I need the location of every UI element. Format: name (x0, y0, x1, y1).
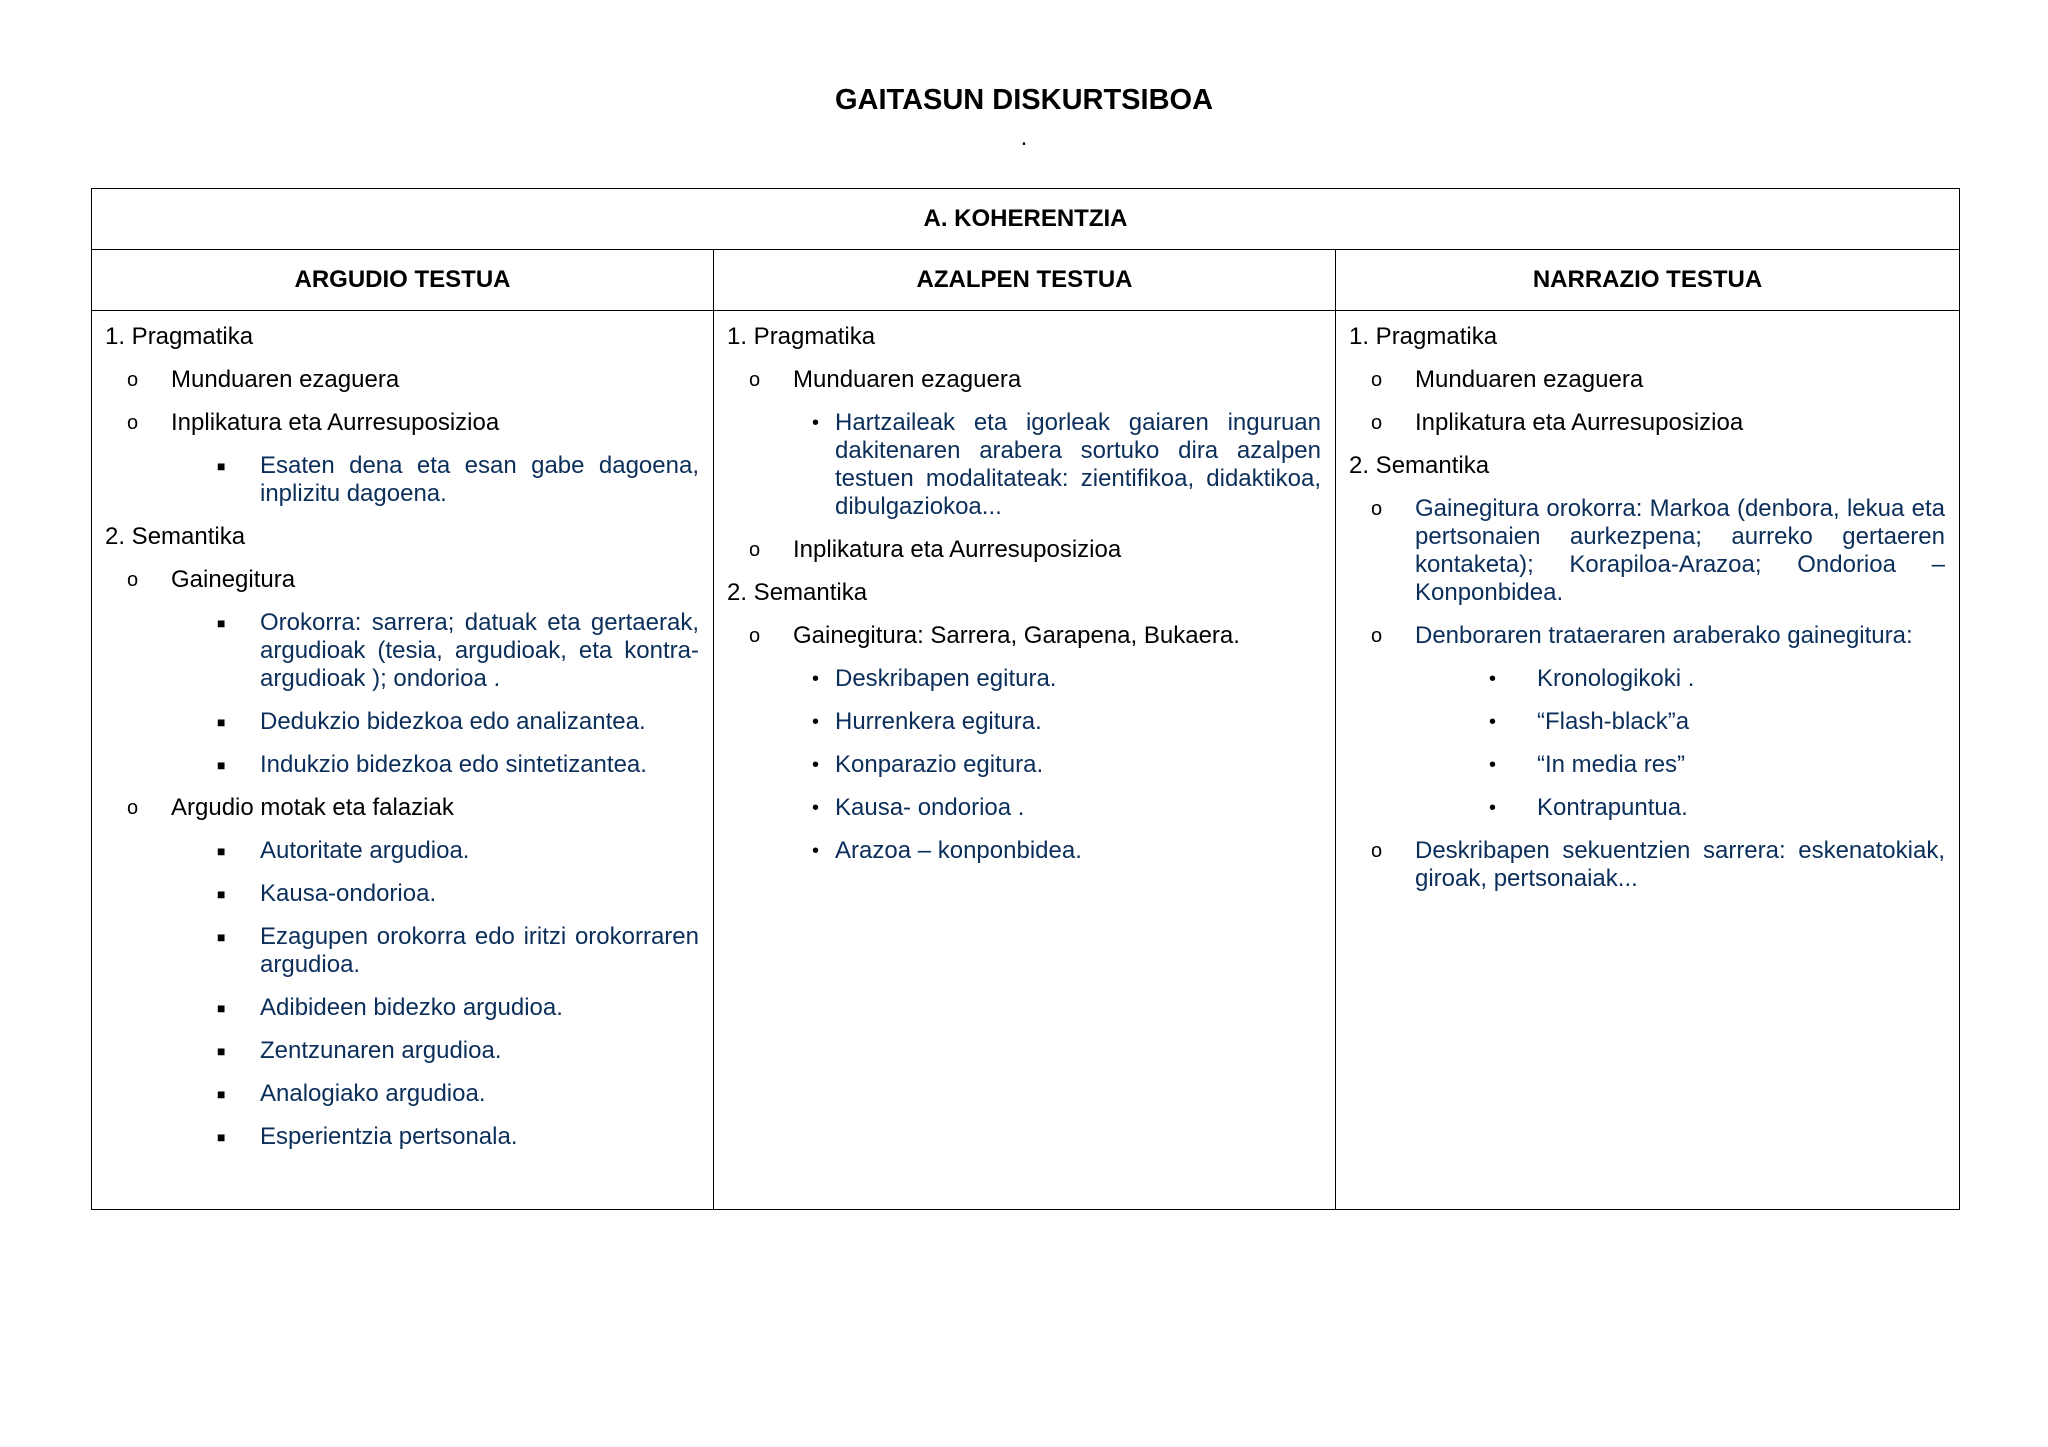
outline-subitem (105, 366, 699, 394)
square-bullet-icon: ■ (217, 1086, 226, 1102)
dot-bullet-icon: • (812, 711, 820, 733)
circle-bullet-icon: o (1371, 412, 1383, 434)
item-text: Kausa-ondorioa. (260, 880, 437, 907)
column-content (1336, 311, 1959, 893)
circle-bullet-icon: o (749, 539, 761, 561)
column-header-narrazio: NARRAZIO TESTUA (1336, 250, 1960, 311)
column-content (92, 311, 713, 1151)
circle-bullet-icon: o (127, 412, 139, 434)
outline-bullet-item (105, 751, 699, 779)
outline-bullet-item (105, 452, 699, 508)
item-text: Orokorra: sarrera; datuak eta gertaerak, argudioak (tesia, argudioak, eta kontra-argudioak ); ondorioa . (260, 609, 699, 692)
item-text: Munduaren ezaguera (793, 366, 1022, 393)
item-text: Hartzaileak eta igorleak gaiaren inguruan dakitenaren arabera sortuko dira azalpen testuen modalitateak: zientifikoa, didaktikoa, dibulgaziokoa... (835, 409, 1321, 520)
item-text: Indukzio bidezkoa edo sintetizantea. (260, 751, 647, 778)
item-text: Kausa- ondorioa . (835, 794, 1025, 821)
dot-bullet-icon: • (812, 797, 820, 819)
dot-bullet-icon: • (1489, 754, 1497, 776)
square-bullet-icon: ■ (217, 1043, 226, 1059)
square-bullet-icon: ■ (217, 714, 226, 730)
square-bullet-icon: ■ (217, 1000, 226, 1016)
item-text: Zentzunaren argudioa. (260, 1037, 502, 1064)
item-text: Autoritate argudioa. (260, 837, 470, 864)
item-text: Arazoa – konponbidea. (835, 837, 1082, 864)
outline-heading: 2. Semantika (105, 523, 246, 550)
item-text: Ezagupen orokorra edo iritzi orokorraren argudioa. (260, 923, 699, 978)
outline-heading: 1. Pragmatika (105, 323, 254, 350)
outline-heading: 1. Pragmatika (727, 323, 876, 350)
item-text: Hurrenkera egitura. (835, 708, 1042, 735)
square-bullet-icon: ■ (217, 886, 226, 902)
outline-heading: 2. Semantika (727, 579, 868, 606)
item-text: Argudio motak eta falaziak (171, 794, 454, 821)
square-bullet-icon: ■ (217, 929, 226, 945)
outline-bullet-item (727, 751, 1321, 779)
square-bullet-icon: ■ (217, 1129, 226, 1145)
outline-heading: 1. Pragmatika (1349, 323, 1498, 350)
outline-bullet-item (105, 994, 699, 1022)
item-text: Munduaren ezaguera (171, 366, 400, 393)
column-header-azalpen: AZALPEN TESTUA (714, 250, 1336, 311)
document-title: GAITASUN DISKURTSIBOA (834, 84, 1214, 116)
outline-subitem (1349, 837, 1945, 893)
circle-bullet-icon: o (127, 569, 139, 591)
outline-subitem (105, 566, 699, 594)
circle-bullet-icon: o (749, 369, 761, 391)
item-text: Kronologikoki . (1537, 665, 1695, 692)
item-text: “In media res” (1537, 751, 1686, 778)
outline-subitem (1349, 622, 1945, 650)
outline-bullet-item (1349, 665, 1945, 693)
outline-bullet-item (105, 1037, 699, 1065)
outline-heading: 2. Semantika (1349, 452, 1490, 479)
outline-bullet-item (727, 794, 1321, 822)
dot-bullet-icon: • (1489, 797, 1497, 819)
outline-bullet-item (727, 409, 1321, 521)
outline-bullet-item (105, 1123, 699, 1151)
outline-bullet-item (727, 708, 1321, 736)
item-text: “Flash-black”a (1537, 708, 1690, 735)
dot-bullet-icon: • (1489, 668, 1497, 690)
circle-bullet-icon: o (1371, 840, 1383, 862)
coherence-table (91, 188, 1960, 1210)
outline-subitem (1349, 495, 1945, 607)
outline-subitem (727, 366, 1321, 394)
square-bullet-icon: ■ (217, 615, 226, 631)
outline-subitem (1349, 409, 1945, 437)
circle-bullet-icon: o (1371, 369, 1383, 391)
item-text: Esaten dena eta esan gabe dagoena, inplizitu dagoena. (260, 452, 699, 507)
item-text: Deskribapen egitura. (835, 665, 1057, 692)
circle-bullet-icon: o (1371, 498, 1383, 520)
outline-bullet-item (105, 609, 699, 693)
item-text: Inplikatura eta Aurresuposizioa (171, 409, 500, 436)
circle-bullet-icon: o (127, 797, 139, 819)
circle-bullet-icon: o (749, 625, 761, 647)
item-text: Kontrapuntua. (1537, 794, 1688, 821)
column-header-argudio: ARGUDIO TESTUA (92, 250, 714, 311)
outline-bullet-item (1349, 708, 1945, 736)
dot-bullet-icon: • (812, 840, 820, 862)
circle-bullet-icon: o (1371, 625, 1383, 647)
outline-subitem (727, 536, 1321, 564)
outline-bullet-item (105, 1080, 699, 1108)
outline-bullet-item (727, 837, 1321, 865)
outline-subitem (727, 622, 1321, 650)
outline-subitem (105, 409, 699, 437)
item-text: Gainegitura (171, 566, 296, 593)
subtitle-mark: . (1020, 124, 1028, 151)
outline-subitem (1349, 366, 1945, 394)
dot-bullet-icon: • (812, 412, 820, 434)
outline-bullet-item (1349, 794, 1945, 822)
section-header: A. KOHERENTZIA (92, 189, 1960, 250)
item-text: Esperientzia pertsonala. (260, 1123, 518, 1150)
square-bullet-icon: ■ (217, 458, 226, 474)
item-text: Munduaren ezaguera (1415, 366, 1644, 393)
outline-subitem (105, 794, 699, 822)
column-body-argudio (92, 311, 714, 1210)
item-text: Inplikatura eta Aurresuposizioa (793, 536, 1122, 563)
item-text: Adibideen bidezko argudioa. (260, 994, 563, 1021)
item-text: Konparazio egitura. (835, 751, 1044, 778)
circle-bullet-icon: o (127, 369, 139, 391)
item-text: Deskribapen sekuentzien sarrera: eskenatokiak, giroak, pertsonaiak... (1415, 837, 1945, 892)
outline-bullet-item (105, 923, 699, 979)
column-content (714, 311, 1335, 865)
item-text: Dedukzio bidezkoa edo analizantea. (260, 708, 646, 735)
item-text: Denboraren trataeraren araberako gainegitura: (1415, 622, 1913, 649)
column-body-azalpen (714, 311, 1336, 1210)
item-text: Inplikatura eta Aurresuposizioa (1415, 409, 1744, 436)
outline-bullet-item (105, 708, 699, 736)
outline-bullet-item (105, 880, 699, 908)
outline-bullet-item (727, 665, 1321, 693)
square-bullet-icon: ■ (217, 757, 226, 773)
dot-bullet-icon: • (1489, 711, 1497, 733)
item-text: Gainegitura: Sarrera, Garapena, Bukaera. (793, 622, 1240, 649)
outline-bullet-item (1349, 751, 1945, 779)
outline-bullet-item (105, 837, 699, 865)
square-bullet-icon: ■ (217, 843, 226, 859)
column-body-narrazio (1336, 311, 1960, 1210)
item-text: Analogiako argudioa. (260, 1080, 486, 1107)
item-text: Gainegitura orokorra: Markoa (denbora, lekua eta pertsonaien aurkezpena; aurreko gertaeren kontaketa); Korapiloa-Arazoa; Ondorioa –Konponbidea. (1415, 495, 1945, 606)
dot-bullet-icon: • (812, 668, 820, 690)
dot-bullet-icon: • (812, 754, 820, 776)
